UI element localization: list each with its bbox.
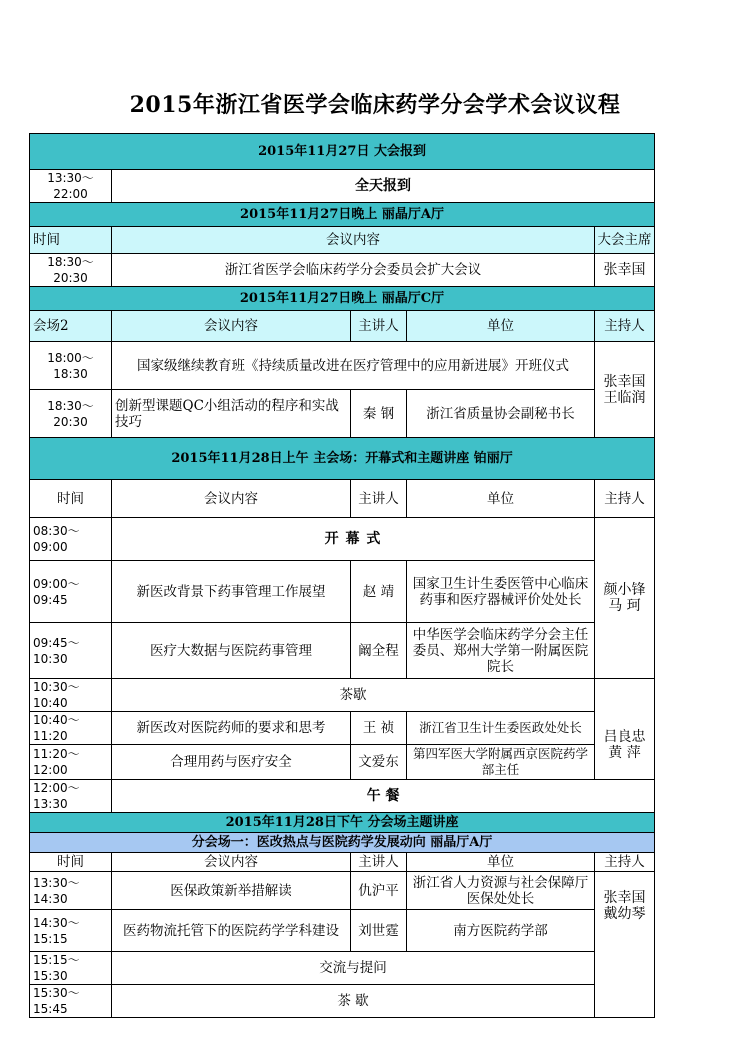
col-header-content: 会议内容 — [112, 227, 595, 254]
table-row — [30, 745, 655, 780]
time-cell: 09:00～09:45 — [30, 561, 112, 623]
table-row — [30, 679, 655, 712]
table-row — [30, 985, 655, 1018]
section-header-evening-a — [30, 203, 655, 227]
column-header-row — [30, 227, 655, 254]
table-row — [30, 170, 655, 203]
col-header-speaker: 主讲人 — [351, 311, 407, 342]
speaker-cell: 仇沪平 — [351, 872, 407, 910]
col-header-venue: 会场2 — [30, 311, 112, 342]
speaker-cell: 文爱东 — [351, 745, 407, 780]
speaker-cell: 王 祯 — [351, 712, 407, 745]
unit-cell: 第四军医大学附属西京医院药学部主任 — [407, 745, 595, 780]
subsection-title: 分会场一：医改热点与医院药学发展动向 丽晶厅A厅 — [30, 833, 655, 853]
content-cell: 新医改背景下药事管理工作展望 — [112, 561, 351, 623]
empty-cell — [595, 679, 655, 712]
content-cell: 午 餐 — [112, 780, 655, 813]
host-cell: 吕良忠 黄 萍 — [595, 712, 655, 780]
unit-cell: 浙江省人力资源与社会保障厅医保处处长 — [407, 872, 595, 910]
section-header-evening-c — [30, 287, 655, 311]
content-cell: 合理用药与医疗安全 — [112, 745, 351, 780]
col-header-unit: 单位 — [407, 853, 595, 872]
speaker-cell: 刘世霆 — [351, 910, 407, 952]
col-header-unit: 单位 — [407, 311, 595, 342]
speaker-cell: 赵 靖 — [351, 561, 407, 623]
content-cell: 国家级继续教育班《持续质量改进在医疗管理中的应用新进展》开班仪式 — [112, 342, 595, 390]
col-header-chair: 大会主席 — [595, 227, 655, 254]
column-header-row — [30, 311, 655, 342]
time-cell: 15:15～15:30 — [30, 952, 112, 985]
col-header-time: 时间 — [30, 227, 112, 254]
time-cell: 18:30～20:30 — [30, 254, 112, 287]
table-row — [30, 342, 655, 390]
section-header-afternoon — [30, 813, 655, 833]
time-cell: 11:20～12:00 — [30, 745, 112, 780]
col-header-content: 会议内容 — [112, 853, 351, 872]
host-cell: 颜小锋 马 珂 — [595, 518, 655, 679]
col-header-speaker: 主讲人 — [351, 853, 407, 872]
section-header-registration — [30, 134, 655, 170]
content-cell: 新医改对医院药师的要求和思考 — [112, 712, 351, 745]
time-cell: 12:00～13:30 — [30, 780, 112, 813]
content-cell: 创新型课题QC小组活动的程序和实战技巧 — [112, 390, 351, 438]
content-cell: 全天报到 — [112, 170, 655, 203]
col-header-content: 会议内容 — [112, 480, 351, 518]
unit-cell: 国家卫生计生委医管中心临床药事和医疗器械评价处处长 — [407, 561, 595, 623]
column-header-row — [30, 480, 655, 518]
section-title: 2015年11月27日 大会报到 — [30, 134, 655, 170]
time-cell: 10:40～11:20 — [30, 712, 112, 745]
host-cell: 张幸国 王临润 — [595, 342, 655, 438]
table-row — [30, 561, 655, 623]
agenda-table — [29, 133, 655, 1018]
subsection-header — [30, 833, 655, 853]
unit-cell: 中华医学会临床药学分会主任委员、郑州大学第一附属医院院长 — [407, 623, 595, 679]
table-row — [30, 872, 655, 910]
section-title: 2015年11月27日晚上 丽晶厅A厅 — [30, 203, 655, 227]
section-title: 2015年11月28日上午 主会场：开幕式和主题讲座 铂丽厅 — [30, 438, 655, 480]
section-title: 2015年11月28日下午 分会场主题讲座 — [30, 813, 655, 833]
page-title: 2015年浙江省医学会临床药学分会学术会议议程 — [129, 92, 621, 118]
table-row — [30, 952, 655, 985]
unit-cell: 南方医院药学部 — [407, 910, 595, 952]
column-header-row — [30, 853, 655, 872]
section-title: 2015年11月27日晚上 丽晶厅C厅 — [30, 287, 655, 311]
time-cell: 10:30～10:40 — [30, 679, 112, 712]
content-cell: 茶歇 — [112, 679, 595, 712]
time-cell: 14:30～15:15 — [30, 910, 112, 952]
section-header-morning — [30, 438, 655, 480]
time-cell: 18:30～20:30 — [30, 390, 112, 438]
col-header-host: 主持人 — [595, 853, 655, 872]
table-row — [30, 712, 655, 745]
col-header-time: 时间 — [30, 480, 112, 518]
time-cell: 18:00～18:30 — [30, 342, 112, 390]
table-row — [30, 780, 655, 813]
time-cell: 15:30～15:45 — [30, 985, 112, 1018]
table-row — [30, 518, 655, 561]
unit-cell: 浙江省卫生计生委医政处处长 — [407, 712, 595, 745]
content-cell: 交流与提问 — [112, 952, 595, 985]
time-cell: 13:30～22:00 — [30, 170, 112, 203]
chair-cell: 张幸国 — [595, 254, 655, 287]
table-row — [30, 254, 655, 287]
content-cell: 浙江省医学会临床药学分会委员会扩大会议 — [112, 254, 595, 287]
content-cell: 开 幕 式 — [112, 518, 595, 561]
content-cell: 医药物流托管下的医院药学学科建设 — [112, 910, 351, 952]
table-row — [30, 910, 655, 952]
content-cell: 茶 歇 — [112, 985, 595, 1018]
host-cell: 张幸国 戴幼琴 — [595, 872, 655, 1018]
table-row — [30, 623, 655, 679]
time-cell: 08:30～09:00 — [30, 518, 112, 561]
col-header-content: 会议内容 — [112, 311, 351, 342]
table-row — [30, 390, 655, 438]
col-header-host: 主持人 — [595, 480, 655, 518]
time-cell: 13:30～14:30 — [30, 872, 112, 910]
unit-cell: 浙江省质量协会副秘书长 — [407, 390, 595, 438]
col-header-unit: 单位 — [407, 480, 595, 518]
time-cell: 09:45～10:30 — [30, 623, 112, 679]
col-header-host: 主持人 — [595, 311, 655, 342]
col-header-speaker: 主讲人 — [351, 480, 407, 518]
speaker-cell: 秦 钢 — [351, 390, 407, 438]
content-cell: 医保政策新举措解读 — [112, 872, 351, 910]
speaker-cell: 阚全程 — [351, 623, 407, 679]
content-cell: 医疗大数据与医院药事管理 — [112, 623, 351, 679]
col-header-time: 时间 — [30, 853, 112, 872]
